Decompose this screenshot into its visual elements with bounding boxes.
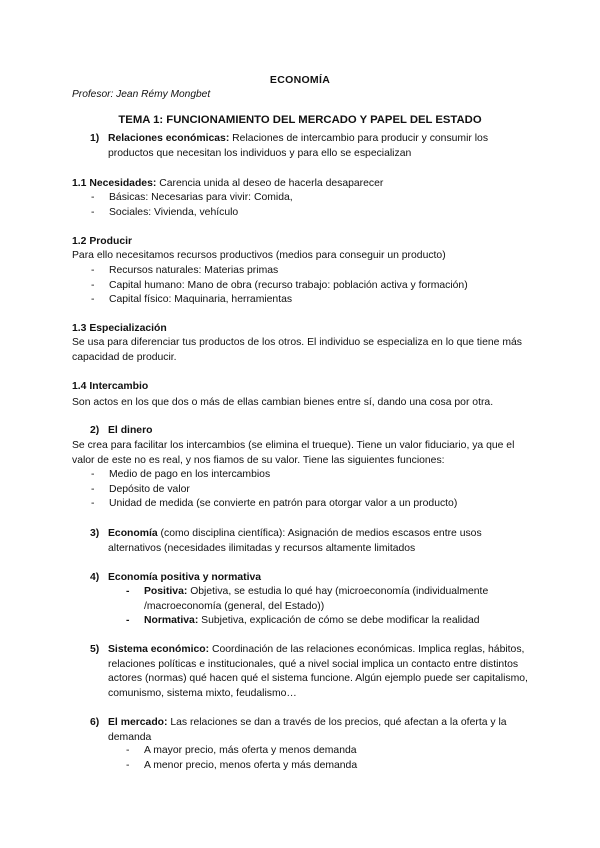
subsection-body: Carencia unida al deseo de hacerla desaparecer — [156, 178, 384, 189]
section-number: 6) — [90, 717, 100, 728]
section-label: Economía positiva y normativa — [108, 572, 262, 583]
list-item-body: Objetiva, se estudia lo qué hay (microeconomía (individualmente /macroeconomía (general, del Estado)) — [144, 586, 489, 612]
list-item-text: Capital humano: Mano de obra (recurso trabajo: población activa y formación) — [109, 280, 468, 291]
professor-line: Profesor: Jean Rémy Mongbet — [72, 89, 211, 100]
dash-bullet: - — [91, 192, 95, 203]
section-number: 4) — [90, 572, 100, 583]
dash-bullet: - — [126, 760, 130, 771]
section-body: Las relaciones se dan a través de los precios, qué afectan a la oferta y la demanda — [108, 717, 507, 743]
topic-heading: TEMA 1: FUNCIONAMIENTO DEL MERCADO Y PAPEL DEL ESTADO — [118, 114, 482, 126]
list-item-label: Normativa: — [144, 615, 199, 626]
section-number: 5) — [90, 644, 100, 655]
section-label: El mercado: — [108, 717, 168, 728]
section-number: 3) — [90, 528, 100, 539]
section-body: Relaciones de intercambio para producir y consumir los productos que necesitan los individuos y para ello se especializan — [108, 133, 489, 159]
subsection-body: Son actos en los que dos o más de ellas cambian bienes entre sí, dando una cosa por otra. — [72, 397, 494, 408]
dash-bullet: - — [91, 265, 95, 276]
list-item-text: Sociales: Vivienda, vehículo — [109, 207, 239, 218]
dash-bullet: - — [91, 498, 95, 509]
list-item-text: A mayor precio, más oferta y menos demanda — [144, 745, 357, 756]
section-text — [108, 527, 528, 556]
list-item-text: Medio de pago en los intercambios — [109, 469, 271, 480]
subsection-heading: 1.2 Producir — [72, 236, 133, 247]
dash-bullet: - — [91, 484, 95, 495]
list-item-text: Recursos naturales: Materias primas — [109, 265, 279, 276]
list-item-text: Depósito de valor — [109, 484, 190, 495]
dash-bullet: - — [91, 207, 95, 218]
section-number: 2) — [90, 425, 100, 436]
section-body: (como disciplina científica): Asignación de medios escasos entre usos alternativos (necesidades ilimitadas y recursos altamente limitados — [108, 528, 482, 554]
subsection-heading: 1.4 Intercambio — [72, 381, 149, 392]
document-title: ECONOMÍA — [269, 74, 331, 86]
dash-bullet: - — [91, 280, 95, 291]
list-item-text: Unidad de medida (se convierte en patrón para otorgar valor a un producto) — [109, 498, 458, 509]
dash-bullet: - — [126, 615, 130, 626]
list-item-text: Básicas: Necesarias para vivir: Comida, — [109, 192, 293, 203]
section-text — [108, 643, 528, 701]
section-label: Sistema económico: — [108, 644, 210, 655]
dash-bullet: - — [126, 745, 130, 756]
section-label: Economía — [108, 528, 158, 539]
list-item-label: Positiva: — [144, 586, 188, 597]
section-text — [108, 132, 528, 161]
list-item-text: Capital físico: Maquinaria, herramientas — [109, 294, 293, 305]
subsection-1-1 — [72, 177, 532, 192]
list-item-text — [144, 614, 536, 629]
list-item-body: Subjetiva, explicación de cómo se debe modificar la realidad — [198, 615, 480, 626]
subsection-heading: 1.3 Especialización — [72, 323, 167, 334]
dash-bullet: - — [91, 469, 95, 480]
subsection-label: 1.1 Necesidades: — [72, 178, 157, 189]
section-body: Se crea para facilitar los intercambios (se elimina el trueque). Tiene un valor fiduciario, ya que el valor de este no es real, y nos fiamos de su valor. Tiene las siguientes funciones: — [72, 440, 515, 466]
list-item-text — [144, 585, 536, 614]
dash-bullet: - — [126, 586, 130, 597]
section-label: Relaciones económicas: — [108, 133, 230, 144]
section-number: 1) — [90, 133, 100, 144]
dash-bullet: - — [91, 294, 95, 305]
section-text — [108, 716, 528, 745]
section-label: El dinero — [108, 425, 153, 436]
subsection-body: Se usa para diferenciar tus productos de los otros. El individuo se especializa en lo que tiene más capacidad de producir. — [72, 337, 522, 363]
section-body: Coordinación de las relaciones económicas. Implica reglas, hábitos, relaciones políticas e institucionales, qué a nivel social implica un contacto entre distintos actores (normas) qué hacen qué el sistema funcione. Algún ejemplo puede ser capitalismo, comunismo, sistema mixto, feudalismo… — [108, 644, 528, 699]
subsection-body: Para ello necesitamos recursos productivos (medios para conseguir un producto) — [72, 250, 446, 261]
list-item-text: A menor precio, menos oferta y más demanda — [144, 760, 358, 771]
